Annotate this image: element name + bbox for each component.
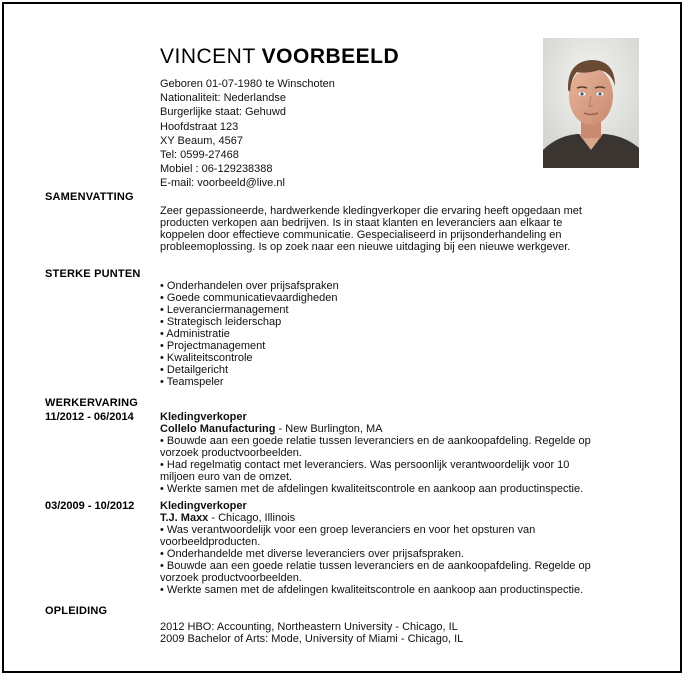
summary-heading: SAMENVATTING — [45, 191, 134, 203]
job-duty: • Bouwde aan een goede relatie tussen leveranciers en de aankoopafdeling. Regelde op — [160, 435, 591, 447]
education-list — [160, 621, 650, 645]
job-dates: 03/2009 - 10/2012 — [45, 500, 135, 512]
contact-phone: Tel: 0599-27468 — [160, 149, 239, 162]
contact-birth: Geboren 01-07-1980 te Winschoten — [160, 78, 335, 90]
job-company: T.J. Maxx — [160, 512, 209, 524]
skill-item: • Strategisch leiderschap — [160, 316, 282, 328]
job-location: - Chicago, Illinois — [208, 512, 296, 524]
skill-item: • Teamspeler — [160, 376, 224, 388]
skill-item: • Leveranciermanagement — [160, 304, 289, 316]
job-company-line — [160, 512, 650, 524]
candidate-name — [160, 44, 399, 70]
summary-line: producten verkopen aan bedrijven. Is in staat klanten en leveranciers aan elkaar te — [160, 217, 563, 229]
job-duty: voorbeeldproducten. — [160, 536, 261, 548]
job-company: Collelo Manufacturing — [160, 423, 276, 435]
skills-list — [160, 280, 650, 388]
last-name: VOORBEELD — [261, 45, 400, 68]
skill-item: • Kwaliteitscontrole — [160, 352, 253, 364]
job-dates: 11/2012 - 06/2014 — [45, 411, 134, 423]
contact-email: E-mail: voorbeeld@live.nl — [160, 177, 285, 190]
job-entry — [160, 411, 650, 495]
job-duty: • Werkte samen met de afdelingen kwaliteitscontrole en aankoop aan productinspectie. — [160, 584, 584, 596]
contact-details — [160, 77, 335, 191]
job-duty: miljoen euro van de omzet. — [160, 471, 293, 483]
first-name: VINCENT — [160, 45, 256, 68]
job-duty: vorzoek productvoorbeelden. — [160, 447, 302, 459]
education-item: 2012 HBO: Accounting, Northeastern University - Chicago, IL — [160, 621, 458, 633]
job-company-line — [160, 423, 650, 435]
job-duty: • Was verantwoordelijk voor een groep leveranciers en voor het opsturen van — [160, 524, 536, 536]
skill-item: • Administratie — [160, 328, 230, 340]
contact-street: Hoofdstraat 123 — [160, 120, 239, 133]
summary-text — [160, 205, 650, 253]
skill-item: • Onderhandelen over prijsafspraken — [160, 280, 339, 292]
contact-mobile: Mobiel : 06-129238388 — [160, 163, 273, 176]
job-duty: • Werkte samen met de afdelingen kwaliteitscontrole en aankoop aan productinspectie. — [160, 483, 584, 495]
contact-marital-status: Burgerlijke staat: Gehuwd — [160, 106, 286, 119]
job-duty: • Had regelmatig contact met leveranciers. Was persoonlijk verantwoordelijk voor 10 — [160, 459, 570, 471]
resume-page — [2, 2, 682, 673]
job-role: Kledingverkoper — [160, 500, 247, 512]
profile-photo — [543, 38, 639, 168]
contact-nationality: Nationaliteit: Nederlandse — [160, 92, 286, 105]
summary-line: probleemoplossing. Is op zoek naar een nieuwe uitdaging bij een nieuwe werkgever. — [160, 241, 571, 253]
job-duty: vorzoek productvoorbeelden. — [160, 572, 302, 584]
job-duty: • Onderhandelde met diverse leveranciers over prijsafspraken. — [160, 548, 465, 560]
contact-city: XY Beaum, 4567 — [160, 134, 243, 147]
skill-item: • Projectmanagement — [160, 340, 266, 352]
job-entry — [160, 500, 650, 596]
experience-heading: WERKERVARING — [45, 397, 139, 409]
summary-line: Zeer gepassioneerde, hardwerkende kledingverkoper die ervaring heeft opgedaan met — [160, 205, 582, 217]
job-location: - New Burlington, MA — [275, 423, 383, 435]
skill-item: • Detailgericht — [160, 364, 229, 376]
summary-line: koppelen door effectieve communicatie. Gespecialiseerd in prijsonderhandeling en — [160, 229, 562, 241]
education-item: 2009 Bachelor of Arts: Mode, University of Miami - Chicago, IL — [160, 633, 464, 645]
job-duty: • Bouwde aan een goede relatie tussen leveranciers en de aankoopafdeling. Regelde op — [160, 560, 591, 572]
skill-item: • Goede communicatievaardigheden — [160, 292, 338, 304]
education-heading: OPLEIDING — [45, 605, 108, 617]
skills-heading: STERKE PUNTEN — [45, 268, 141, 280]
job-role: Kledingverkoper — [160, 411, 247, 423]
